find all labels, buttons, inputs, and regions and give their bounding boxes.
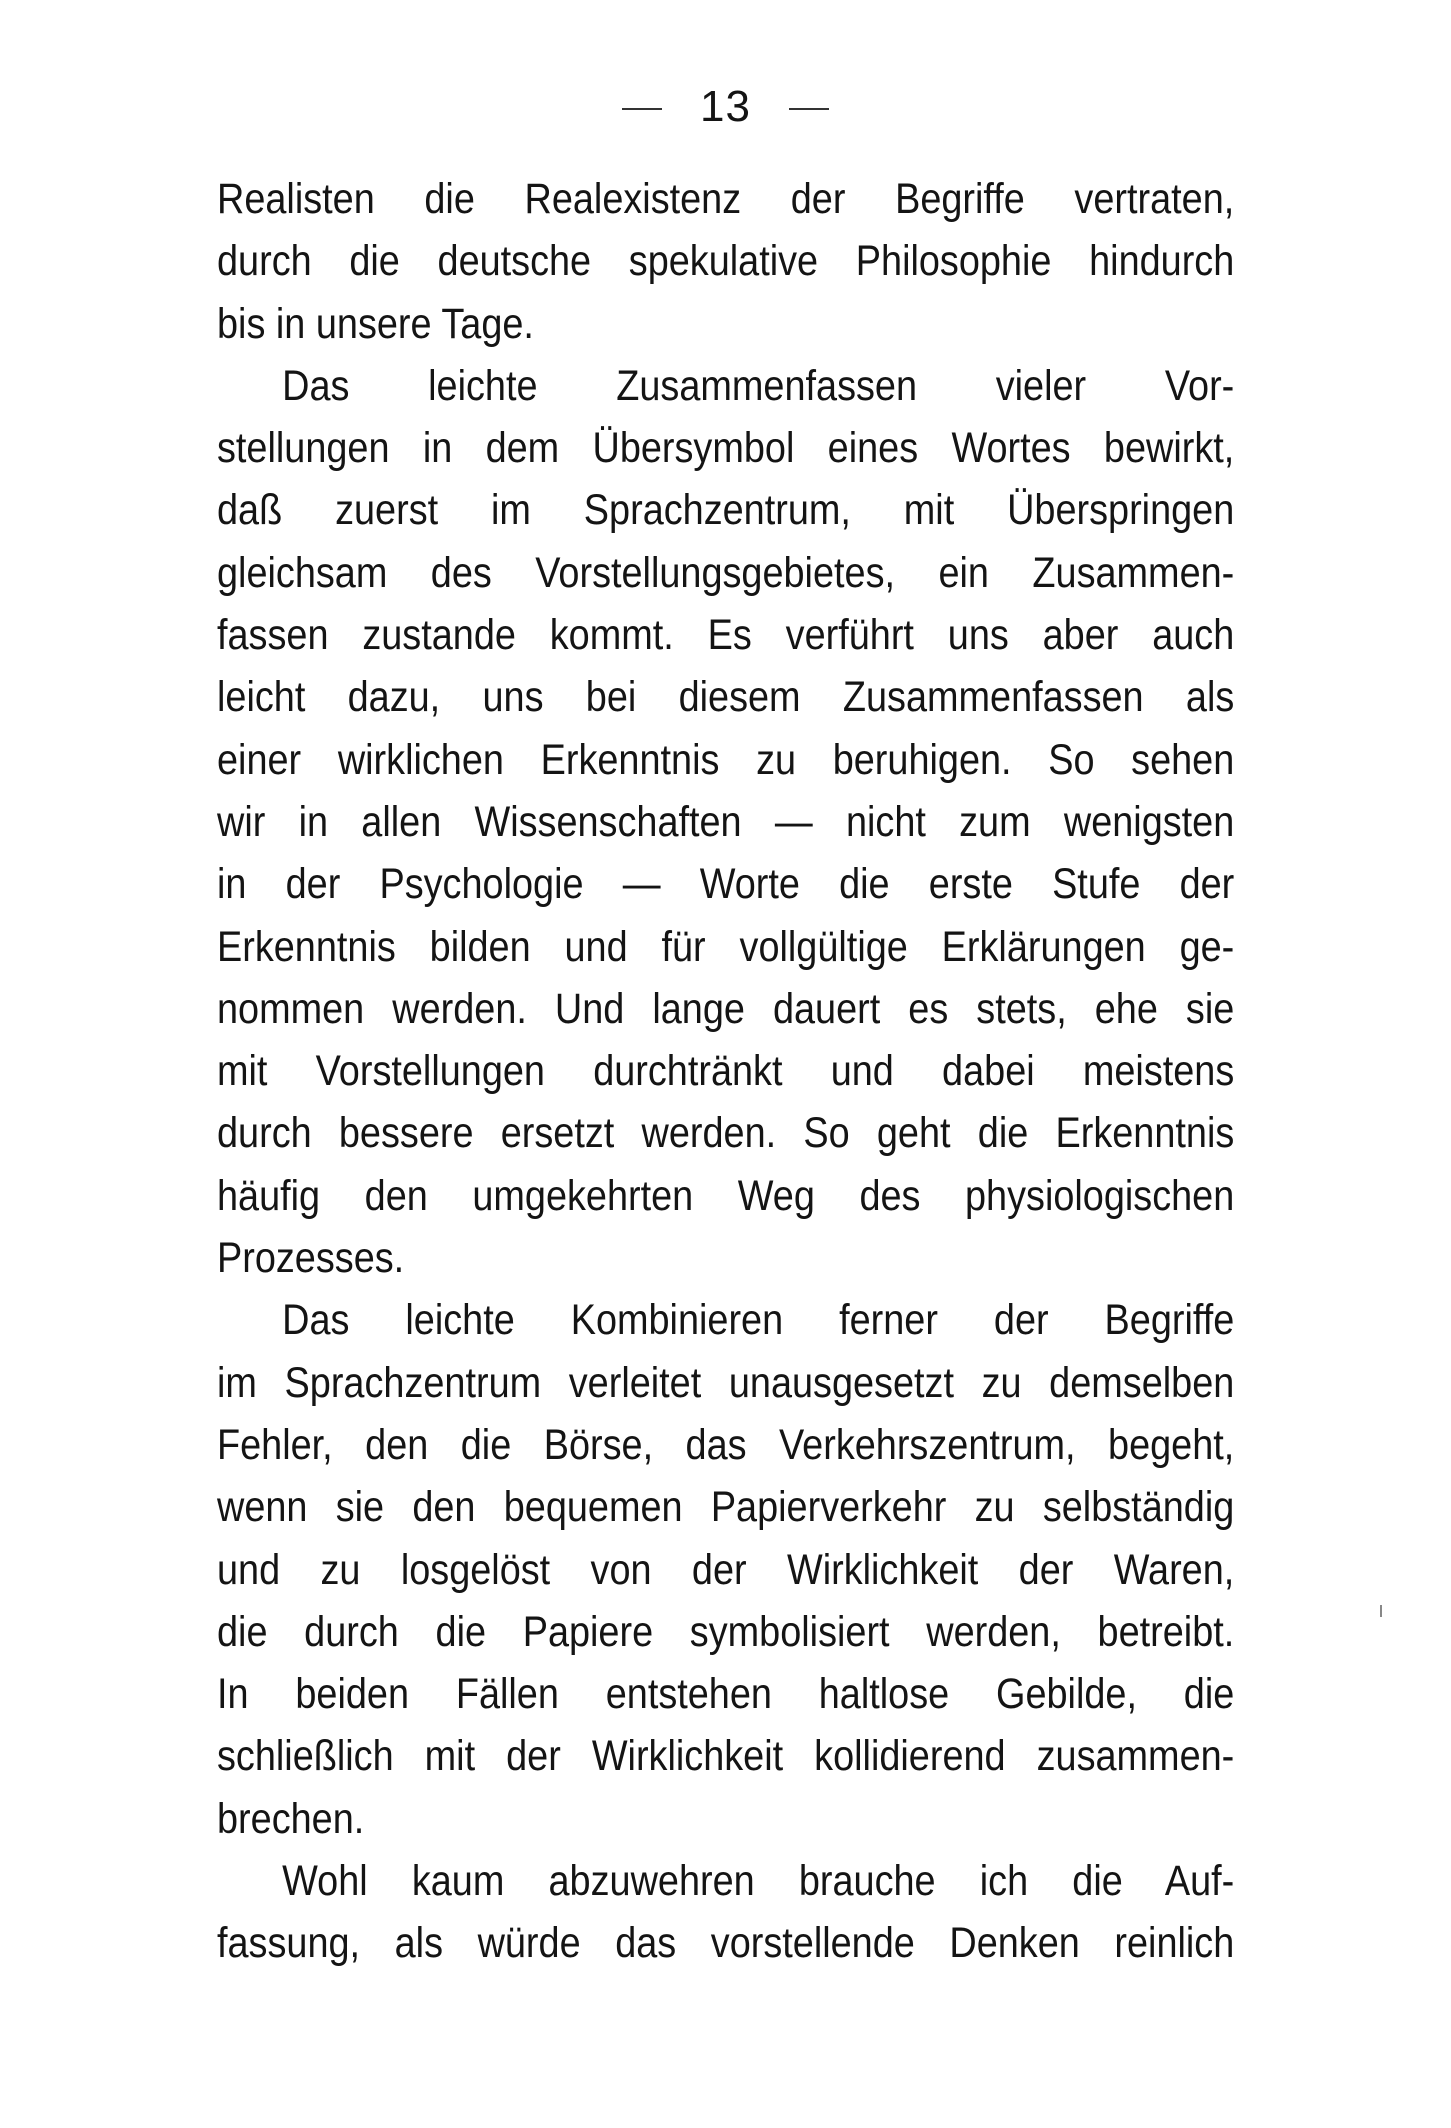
text-line: Fehler, den die Börse, das Verkehrszentrum, begeht,	[217, 1420, 1235, 1469]
text-line: wenn sie den bequemen Papierverkehr zu selbständig	[217, 1483, 1235, 1532]
header-right-dash	[789, 108, 829, 110]
text-line: fassen zustande kommt. Es verführt uns aber auch	[217, 611, 1235, 660]
text-line: daß zuerst im Sprachzentrum, mit Überspringen	[217, 486, 1235, 535]
page-header	[0, 80, 1451, 134]
paragraph-start-line: Das leichte Kombinieren ferner der Begriffe	[282, 1296, 1235, 1345]
text-line: fassung, als würde das vorstellende Denken reinlich	[217, 1919, 1235, 1968]
text-line: einer wirklichen Erkenntnis zu beruhigen. So sehen	[217, 735, 1235, 784]
text-line: nommen werden. Und lange dauert es stets, ehe sie	[217, 984, 1235, 1033]
text-line: mit Vorstellungen durchtränkt und dabei meistens	[217, 1047, 1235, 1096]
text-line: wir in allen Wissenschaften — nicht zum wenigsten	[217, 797, 1235, 846]
margin-speck	[1380, 1605, 1382, 1617]
text-line: schließlich mit der Wirklichkeit kollidierend zusammen-	[217, 1732, 1235, 1781]
text-line: Erkenntnis bilden und für vollgültige Erklärungen ge-	[217, 922, 1235, 971]
text-line: bis in unsere Tage.	[217, 299, 534, 348]
text-line: stellungen in dem Übersymbol eines Wortes bewirkt,	[217, 424, 1235, 473]
text-line: und zu losgelöst von der Wirklichkeit der Waren,	[217, 1545, 1235, 1594]
text-line: In beiden Fällen entstehen haltlose Gebilde, die	[217, 1670, 1235, 1719]
text-line: Realisten die Realexistenz der Begriffe vertraten,	[217, 175, 1235, 223]
body-text	[217, 168, 1234, 1975]
text-line: Prozesses.	[217, 1234, 405, 1283]
text-line: durch die deutsche spekulative Philosophie hindurch	[217, 237, 1235, 286]
text-line: in der Psychologie — Worte die erste Stufe der	[217, 860, 1235, 909]
text-line: durch bessere ersetzt werden. So geht die Erkenntnis	[217, 1109, 1235, 1158]
header-left-dash	[622, 108, 662, 110]
paragraph-start-line: Das leichte Zusammenfassen vieler Vor-	[282, 361, 1235, 410]
paragraph-start-line: Wohl kaum abzuwehren brauche ich die Auf-	[282, 1857, 1235, 1906]
text-line: leicht dazu, uns bei diesem Zusammenfassen als	[217, 673, 1235, 722]
text-line: gleichsam des Vorstellungsgebietes, ein Zusammen-	[217, 548, 1235, 597]
text-line: im Sprachzentrum verleitet unausgesetzt zu demselben	[217, 1358, 1235, 1407]
text-line: häufig den umgekehrten Weg des physiologischen	[217, 1171, 1235, 1220]
page-number: 13	[700, 82, 751, 131]
text-line: brechen.	[217, 1794, 365, 1843]
text-line: die durch die Papiere symbolisiert werden, betreibt.	[217, 1607, 1235, 1656]
